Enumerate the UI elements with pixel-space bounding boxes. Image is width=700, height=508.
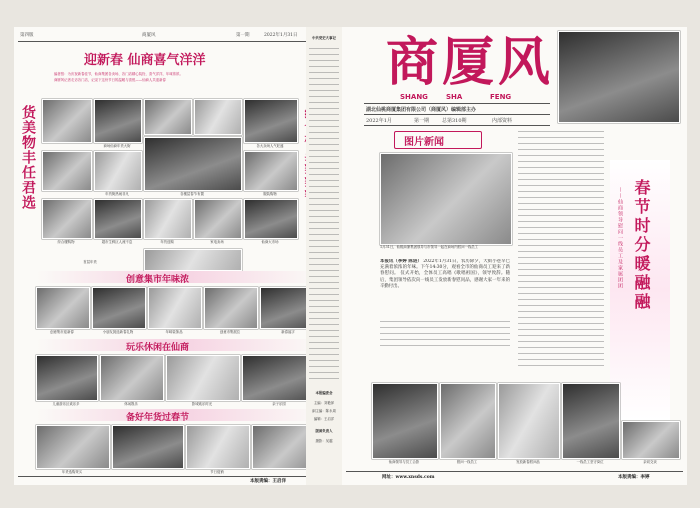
photo xyxy=(100,355,164,401)
page-label: 第四版 xyxy=(20,33,34,38)
pinyin-feng: FENG xyxy=(490,93,512,101)
paper-logo: 商厦风 xyxy=(386,32,555,93)
photo xyxy=(94,99,142,143)
caption: 节日促销 xyxy=(210,470,224,474)
caption: 亲切交谈 xyxy=(643,460,657,464)
history-text xyxy=(309,48,339,383)
photo xyxy=(498,383,560,459)
left-page xyxy=(14,27,320,485)
footer-editor: 本版责编：王启洋 xyxy=(250,479,286,484)
photo xyxy=(144,137,242,191)
caption: 创意集市迎新春 xyxy=(50,330,74,334)
caption: 慰问一线员工 xyxy=(456,460,478,464)
subtitle-line-1: 编者按：为庆祝新春佳节，仙商集团各卖场、各门店精心装扮，喜气洋洋，年味浓浓。 xyxy=(54,72,183,76)
credit: 编辑：王启洋 xyxy=(313,417,335,421)
issue-month: 2022年1月 xyxy=(366,118,392,124)
caption: 年味装饰品 xyxy=(165,330,183,334)
header-rule xyxy=(18,41,316,42)
photo xyxy=(244,151,298,191)
photo xyxy=(166,355,240,401)
credit: 摄影：吴越 xyxy=(315,439,333,443)
photo xyxy=(36,425,110,469)
photo xyxy=(244,99,298,143)
caption: 新春福字 xyxy=(281,330,295,334)
credit: 版面负责人 xyxy=(315,429,333,433)
photo xyxy=(186,425,250,469)
footer-rule xyxy=(18,476,316,477)
caption: 小朋友挑选新春礼物 xyxy=(102,330,134,334)
masthead-rule xyxy=(364,114,550,115)
caption: 年货选购 xyxy=(160,240,174,244)
publisher: 湖北仙桃商厦集团有限公司（商厦风）编辑部主办 xyxy=(366,107,477,113)
section-title-new-year-goods: 备好年货过春节 xyxy=(126,413,190,423)
banner-subtitle: ——仙商领导慰问一线员工及家属团团 xyxy=(617,187,623,289)
photo xyxy=(36,355,98,401)
caption: 亲子乐园 xyxy=(272,402,286,406)
top-photo xyxy=(558,31,680,123)
photo xyxy=(42,151,92,191)
photo xyxy=(372,383,438,459)
photo xyxy=(42,199,92,239)
photo xyxy=(148,287,202,329)
photo xyxy=(204,287,258,329)
party-history-title: 中共党史大事记 xyxy=(312,36,336,40)
right-page xyxy=(342,27,687,485)
section-title-photo-news: 图片新闻 xyxy=(404,137,444,148)
side-title-goods: 货美物丰任君选 xyxy=(20,105,36,210)
lead-photo-caption: 1月31日，仙桃商厦集团领导与市领导一起在商场内慰问一线员工 xyxy=(380,245,479,249)
caption: 年货选购采买 xyxy=(61,470,83,474)
photo xyxy=(144,249,242,271)
issue-number: 第一期 xyxy=(414,118,430,124)
caption: 影城欢乐时光 xyxy=(191,402,213,406)
byline: 本报讯（李婷 陈进） xyxy=(380,259,422,264)
photo xyxy=(622,421,680,459)
pinyin-sha: SHA xyxy=(446,93,463,101)
body-text: 仪式开始，全体员工高唱《歌唱祖国》，领导致辞。随后，集团领导依次向一线员工发放新春慰问品，感谢大家一年来的辛勤付出。 xyxy=(380,271,510,289)
headline: 迎新春 仙商喜气洋洋 xyxy=(84,53,206,68)
issue: 第一期 xyxy=(236,33,250,38)
caption: 一线员工坚守岗位 xyxy=(576,460,604,464)
issue-total: 总第310期 xyxy=(442,118,467,124)
article-text-lines xyxy=(380,321,510,351)
caption: 超市生鲜区人流不息 xyxy=(101,240,133,244)
lead-photo xyxy=(380,153,512,245)
photo xyxy=(144,99,192,135)
caption: 各楼层春节布置 xyxy=(180,192,204,196)
internal-material: 内部资料 xyxy=(492,118,513,124)
article-column-text xyxy=(518,131,604,371)
footer-editor-right: 本版责编：李婷 xyxy=(618,475,650,480)
photo xyxy=(194,199,242,239)
caption: 仙商大市场 xyxy=(261,240,279,244)
caption: 家电卖场 xyxy=(210,240,224,244)
credit: 主编：刘艳萍 xyxy=(313,401,335,405)
caption: 商场仙商年货大街 xyxy=(103,144,131,148)
date: 2022年1月31日 xyxy=(264,33,298,38)
footer-rule xyxy=(346,471,683,472)
caption: 年货街热闹非凡 xyxy=(105,192,129,196)
masthead-rule xyxy=(364,103,550,104)
subtitle-line-2: 商厦风记者走访各门店，记录下这份节日的温暖与喜悦——仙商人共迎新春 xyxy=(54,78,166,82)
photo xyxy=(112,425,184,469)
caption: 首层年货 xyxy=(83,260,97,264)
photo xyxy=(244,199,298,239)
caption: 儿童游乐区欢乐多 xyxy=(52,402,80,406)
masthead-rule xyxy=(364,125,550,126)
paper-name: 商厦风 xyxy=(142,33,156,38)
photo xyxy=(440,383,496,459)
section-title-leisure: 玩乐休闲在仙商 xyxy=(126,343,190,353)
caption: 仙商领导与员工合影 xyxy=(388,460,420,464)
caption: 休闲娱乐 xyxy=(124,402,138,406)
photo xyxy=(562,383,620,459)
photo xyxy=(194,99,242,135)
photo xyxy=(36,287,90,329)
pinyin-shang: SHANG xyxy=(400,93,428,101)
section-title-creative-market: 创意集市年味浓 xyxy=(126,275,190,285)
caption: 发放新春慰问品 xyxy=(516,460,540,464)
masthead-title: 本报编委会 xyxy=(315,391,333,395)
caption: 综合楼购物 xyxy=(57,240,75,244)
caption: 服装购物 xyxy=(263,192,277,196)
banner-title: 春节时分暖融融 xyxy=(632,179,651,312)
photo xyxy=(94,151,142,191)
caption: 各大卖场人气旺盛 xyxy=(256,144,284,148)
footer-url: 网址：www.xnsds.com xyxy=(382,475,435,480)
caption: 创意市集展位 xyxy=(219,330,241,334)
lead-text: 2022年1月31日，农历除夕，大街小巷早已充满着浓浓的年味。下午14:30分，观看全市的仙商员工迎来了新春慰问。 xyxy=(380,259,510,277)
article-lead xyxy=(380,259,510,319)
credit: 副主编：陈永周 xyxy=(312,409,336,413)
photo xyxy=(92,287,146,329)
photo xyxy=(94,199,142,239)
photo xyxy=(42,99,92,143)
photo xyxy=(144,199,192,239)
